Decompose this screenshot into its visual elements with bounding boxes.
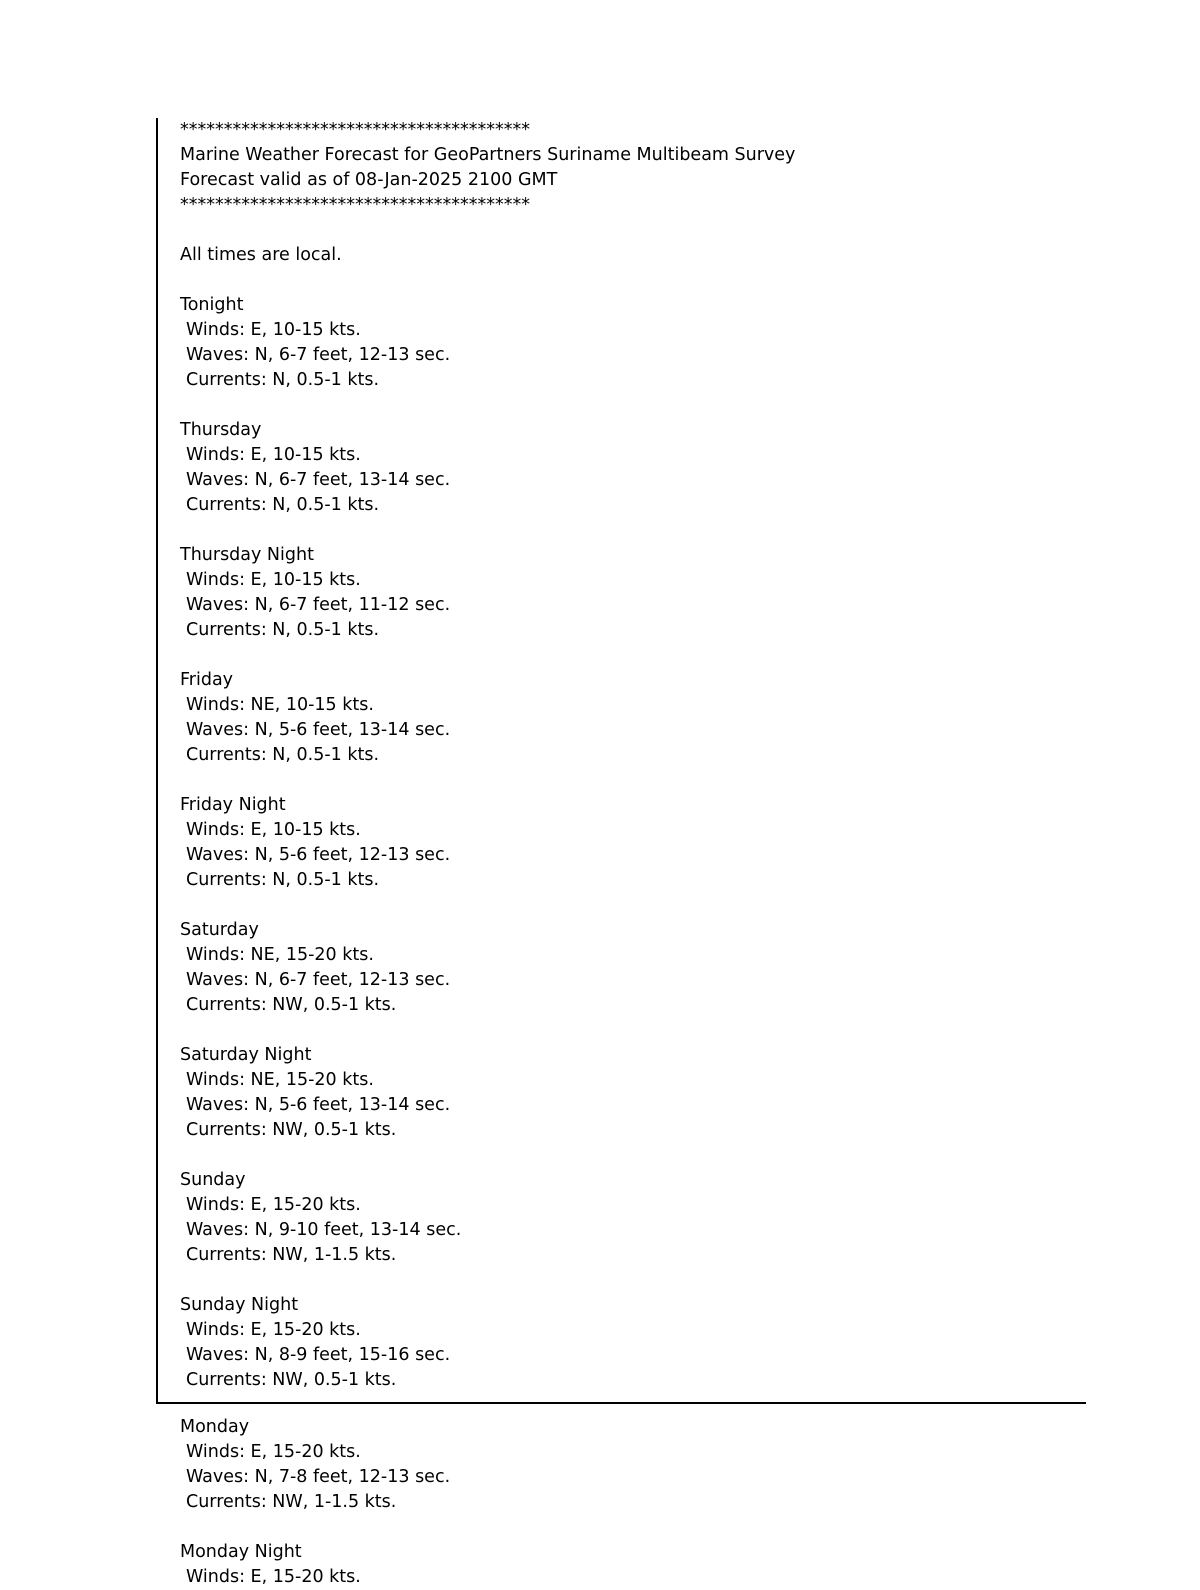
section-day: Tonight [180, 295, 244, 315]
stars-divider-bottom: **************************************** [180, 195, 530, 215]
section-day: Monday [180, 1417, 250, 1437]
section-day: Friday [180, 670, 234, 690]
section-waves: Waves: N, 8-9 feet, 15-16 sec. [186, 1345, 451, 1365]
section-winds: Winds: E, 10-15 kts. [186, 320, 361, 340]
section-winds: Winds: E, 15-20 kts. [186, 1442, 361, 1462]
section-waves: Waves: N, 6-7 feet, 12-13 sec. [186, 345, 451, 365]
section-winds: Winds: E, 10-15 kts. [186, 445, 361, 465]
section-day: Friday Night [180, 795, 286, 815]
forecast-section-monday-night [180, 1540, 1086, 1590]
forecast-title: Marine Weather Forecast for GeoPartners Suriname Multibeam Survey [180, 145, 796, 165]
forecast-sections-continued [180, 1415, 1086, 1590]
section-winds: Winds: E, 15-20 kts. [186, 1567, 361, 1587]
section-winds: Winds: E, 10-15 kts. [186, 820, 361, 840]
section-day: Monday Night [180, 1542, 302, 1562]
section-winds: Winds: NE, 15-20 kts. [186, 1070, 374, 1090]
section-currents: Currents: NW, 0.5-1 kts. [186, 1120, 397, 1140]
section-day: Sunday Night [180, 1295, 299, 1315]
section-waves: Waves: N, 5-6 feet, 13-14 sec. [186, 720, 451, 740]
section-day: Saturday [180, 920, 259, 940]
section-waves: Waves: N, 5-6 feet, 12-13 sec. [186, 845, 451, 865]
section-winds: Winds: E, 15-20 kts. [186, 1195, 361, 1215]
section-currents: Currents: N, 0.5-1 kts. [186, 870, 380, 890]
section-winds: Winds: E, 15-20 kts. [186, 1320, 361, 1340]
forecast-section-friday [180, 668, 1086, 768]
section-winds: Winds: NE, 15-20 kts. [186, 945, 374, 965]
forecast-section-saturday [180, 918, 1086, 1018]
forecast-section-saturday-night [180, 1043, 1086, 1143]
section-currents: Currents: NW, 0.5-1 kts. [186, 1370, 397, 1390]
section-currents: Currents: N, 0.5-1 kts. [186, 745, 380, 765]
section-day: Thursday Night [180, 545, 314, 565]
section-currents: Currents: N, 0.5-1 kts. [186, 620, 380, 640]
section-day: Thursday [180, 420, 262, 440]
forecast-sections [180, 293, 1086, 1393]
section-waves: Waves: N, 7-8 feet, 12-13 sec. [186, 1467, 451, 1487]
section-waves: Waves: N, 6-7 feet, 12-13 sec. [186, 970, 451, 990]
section-waves: Waves: N, 6-7 feet, 13-14 sec. [186, 470, 451, 490]
forecast-section-sunday-night [180, 1293, 1086, 1393]
section-winds: Winds: E, 10-15 kts. [186, 570, 361, 590]
forecast-section-friday-night [180, 793, 1086, 893]
section-currents: Currents: N, 0.5-1 kts. [186, 495, 380, 515]
forecast-valid-line: Forecast valid as of 08-Jan-2025 2100 GMT [180, 170, 558, 190]
section-currents: Currents: NW, 0.5-1 kts. [186, 995, 397, 1015]
section-waves: Waves: N, 5-6 feet, 13-14 sec. [186, 1095, 451, 1115]
forecast-frame [156, 118, 1086, 1404]
section-winds: Winds: NE, 10-15 kts. [186, 695, 374, 715]
times-note: All times are local. [180, 245, 342, 265]
section-currents: Currents: N, 0.5-1 kts. [186, 370, 380, 390]
section-day: Saturday Night [180, 1045, 312, 1065]
forecast-section-thursday-night [180, 543, 1086, 643]
section-currents: Currents: NW, 1-1.5 kts. [186, 1492, 397, 1512]
section-day: Sunday [180, 1170, 246, 1190]
stars-divider-top: **************************************** [180, 120, 530, 140]
forecast-section-thursday [180, 418, 1086, 518]
section-waves: Waves: N, 9-10 feet, 13-14 sec. [186, 1220, 462, 1240]
forecast-section-monday [180, 1415, 1086, 1515]
section-waves: Waves: N, 6-7 feet, 11-12 sec. [186, 595, 451, 615]
forecast-section-tonight [180, 293, 1086, 393]
forecast-section-sunday [180, 1168, 1086, 1268]
section-currents: Currents: NW, 1-1.5 kts. [186, 1245, 397, 1265]
